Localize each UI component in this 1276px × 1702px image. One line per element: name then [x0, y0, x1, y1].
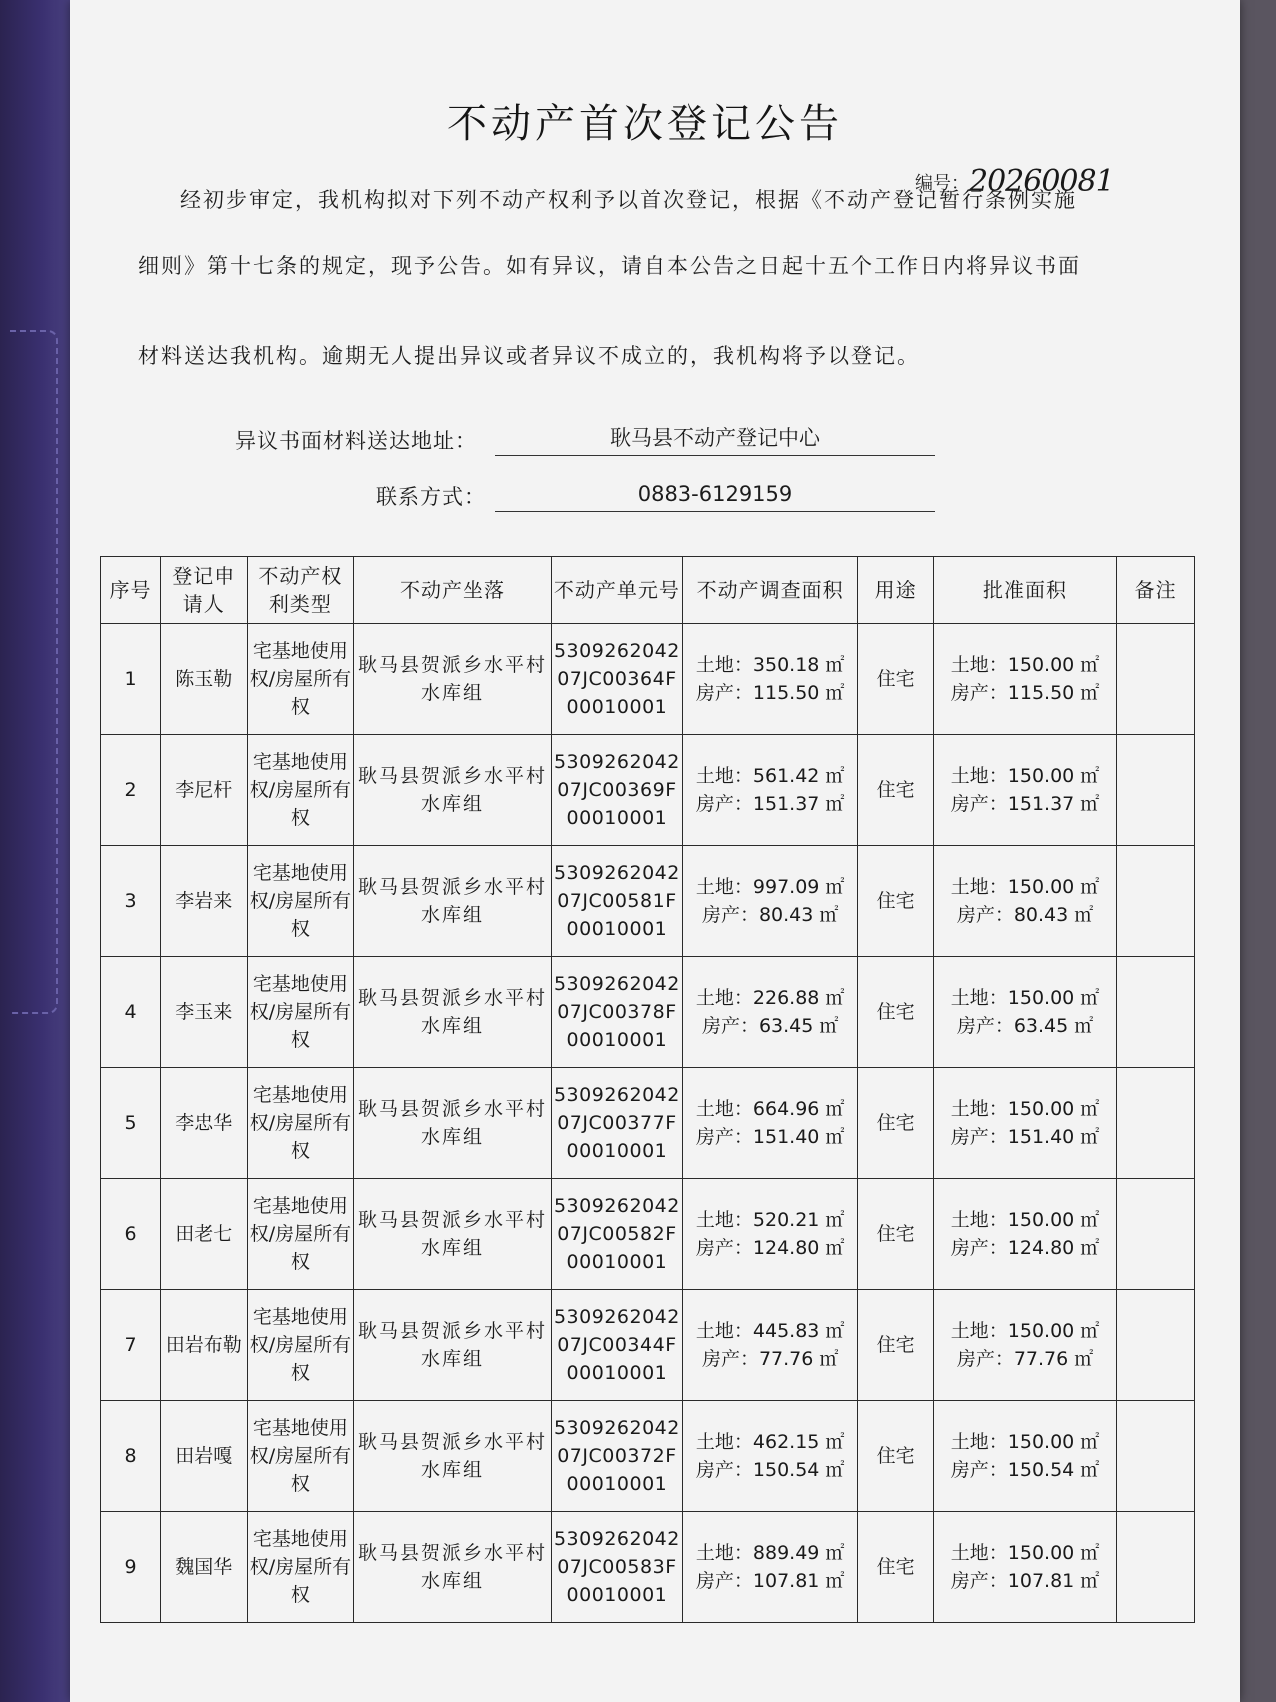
survey-land-area: 土地：445.83 ㎡ [695, 1320, 845, 1342]
cell-no: 5 [101, 1068, 161, 1179]
approved-land-area: 土地：150.00 ㎡ [950, 654, 1100, 676]
approved-land-area: 土地：150.00 ㎡ [950, 987, 1100, 1009]
approved-land-area: 土地：150.00 ㎡ [950, 1542, 1100, 1564]
cell-location: 耿马县贺派乡水平村水库组 [354, 1179, 552, 1290]
header-unit-number: 不动产单元号 [551, 557, 682, 624]
cell-survey-area [682, 1512, 857, 1623]
cell-unit-number: 530926204207JC00378F00010001 [551, 957, 682, 1068]
cell-no: 7 [101, 1290, 161, 1401]
cell-use: 住宅 [858, 1290, 934, 1401]
header-use: 用途 [858, 557, 934, 624]
cell-unit-number: 530926204207JC00344F00010001 [551, 1290, 682, 1401]
survey-house-area: 房产：124.80 ㎡ [695, 1237, 845, 1259]
cell-applicant: 李岩来 [160, 846, 247, 957]
cell-survey-area [682, 1290, 857, 1401]
cell-right-type: 宅基地使用权/房屋所有权 [247, 1290, 354, 1401]
survey-house-area: 房产：77.76 ㎡ [701, 1348, 839, 1370]
cell-remarks [1117, 1401, 1195, 1512]
cell-remarks [1117, 1068, 1195, 1179]
cell-use: 住宅 [858, 1512, 934, 1623]
cell-no: 1 [101, 624, 161, 735]
cell-remarks [1117, 957, 1195, 1068]
document-number-handwritten: 20260081 [969, 164, 1114, 199]
survey-house-area: 房产：63.45 ㎡ [701, 1015, 839, 1037]
intro-line-3: 材料送达我机构。逾期无人提出异议或者异议不成立的，我机构将予以登记。 [138, 344, 920, 368]
contact-label: 联系方式： [376, 485, 486, 509]
address-label: 异议书面材料送达地址： [235, 429, 477, 453]
approved-house-area: 房产：115.50 ㎡ [950, 682, 1100, 704]
header-no: 序号 [101, 557, 161, 624]
header-applicant: 登记申请人 [160, 557, 247, 624]
cell-right-type: 宅基地使用权/房屋所有权 [247, 1179, 354, 1290]
survey-land-area: 土地：226.88 ㎡ [695, 987, 845, 1009]
cell-right-type: 宅基地使用权/房屋所有权 [247, 846, 354, 957]
address-value: 耿马县不动产登记中心 [495, 423, 935, 456]
cell-survey-area [682, 1401, 857, 1512]
cell-unit-number: 530926204207JC00364F00010001 [551, 624, 682, 735]
table-row [101, 1401, 1195, 1512]
survey-house-area: 房产：151.37 ㎡ [695, 793, 845, 815]
cell-survey-area [682, 1068, 857, 1179]
cell-location: 耿马县贺派乡水平村水库组 [354, 1068, 552, 1179]
document-number-label: 编号： [915, 173, 969, 194]
cell-survey-area [682, 846, 857, 957]
header-location: 不动产坐落 [354, 557, 552, 624]
table-row [101, 1179, 1195, 1290]
cell-survey-area [682, 1179, 857, 1290]
table-row [101, 846, 1195, 957]
cell-approved-area [933, 1290, 1116, 1401]
cell-right-type: 宅基地使用权/房屋所有权 [247, 624, 354, 735]
cell-approved-area [933, 1512, 1116, 1623]
survey-house-area: 房产：115.50 ㎡ [695, 682, 845, 704]
survey-land-area: 土地：889.49 ㎡ [695, 1542, 845, 1564]
approved-land-area: 土地：150.00 ㎡ [950, 876, 1100, 898]
cell-use: 住宅 [858, 846, 934, 957]
cell-location: 耿马县贺派乡水平村水库组 [354, 735, 552, 846]
cell-unit-number: 530926204207JC00583F00010001 [551, 1512, 682, 1623]
folder-stitching [10, 330, 58, 1014]
cell-remarks [1117, 1179, 1195, 1290]
approved-land-area: 土地：150.00 ㎡ [950, 1098, 1100, 1120]
cell-right-type: 宅基地使用权/房屋所有权 [247, 1068, 354, 1179]
cell-approved-area [933, 1179, 1116, 1290]
table-row [101, 1290, 1195, 1401]
cell-no: 6 [101, 1179, 161, 1290]
approved-house-area: 房产：80.43 ㎡ [956, 904, 1094, 926]
cell-approved-area [933, 957, 1116, 1068]
cell-location: 耿马县贺派乡水平村水库组 [354, 957, 552, 1068]
cell-use: 住宅 [858, 624, 934, 735]
cell-remarks [1117, 735, 1195, 846]
registration-table [100, 556, 1195, 1623]
page-title: 不动产首次登记公告 [447, 101, 843, 147]
cell-approved-area [933, 846, 1116, 957]
intro-line-2: 细则》第十七条的规定，现予公告。如有异议，请自本公告之日起十五个工作日内将异议书面 [138, 254, 1081, 278]
header-remarks: 备注 [1117, 557, 1195, 624]
cell-no: 4 [101, 957, 161, 1068]
cell-no: 9 [101, 1512, 161, 1623]
cell-location: 耿马县贺派乡水平村水库组 [354, 624, 552, 735]
contact-value: 0883-6129159 [495, 479, 935, 512]
cell-remarks [1117, 1290, 1195, 1401]
cell-location: 耿马县贺派乡水平村水库组 [354, 1512, 552, 1623]
cell-survey-area [682, 624, 857, 735]
cell-unit-number: 530926204207JC00377F00010001 [551, 1068, 682, 1179]
approved-house-area: 房产：150.54 ㎡ [950, 1459, 1100, 1481]
cell-applicant: 田老七 [160, 1179, 247, 1290]
cell-unit-number: 530926204207JC00582F00010001 [551, 1179, 682, 1290]
cell-survey-area [682, 735, 857, 846]
header-survey-area: 不动产调查面积 [682, 557, 857, 624]
cell-use: 住宅 [858, 1401, 934, 1512]
background-folder [0, 0, 70, 1702]
cell-approved-area [933, 1401, 1116, 1512]
cell-right-type: 宅基地使用权/房屋所有权 [247, 1401, 354, 1512]
cell-right-type: 宅基地使用权/房屋所有权 [247, 957, 354, 1068]
table-row [101, 1512, 1195, 1623]
cell-remarks [1117, 624, 1195, 735]
survey-land-area: 土地：561.42 ㎡ [695, 765, 845, 787]
survey-land-area: 土地：664.96 ㎡ [695, 1098, 845, 1120]
cell-applicant: 李忠华 [160, 1068, 247, 1179]
cell-location: 耿马县贺派乡水平村水库组 [354, 1401, 552, 1512]
survey-land-area: 土地：997.09 ㎡ [695, 876, 845, 898]
table-row [101, 735, 1195, 846]
cell-location: 耿马县贺派乡水平村水库组 [354, 846, 552, 957]
approved-house-area: 房产：77.76 ㎡ [956, 1348, 1094, 1370]
table-row [101, 1068, 1195, 1179]
cell-use: 住宅 [858, 1179, 934, 1290]
intro-line-1: 经初步审定，我机构拟对下列不动产权利予以首次登记，根据《不动产登记暂行条例实施 [180, 188, 1077, 212]
cell-use: 住宅 [858, 1068, 934, 1179]
cell-applicant: 田岩嘎 [160, 1401, 247, 1512]
cell-use: 住宅 [858, 957, 934, 1068]
header-right-type: 不动产权利类型 [247, 557, 354, 624]
table-header-row [101, 557, 1195, 624]
cell-remarks [1117, 1512, 1195, 1623]
cell-approved-area [933, 735, 1116, 846]
cell-applicant: 李玉来 [160, 957, 247, 1068]
survey-land-area: 土地：350.18 ㎡ [695, 654, 845, 676]
approved-house-area: 房产：151.37 ㎡ [950, 793, 1100, 815]
cell-unit-number: 530926204207JC00372F00010001 [551, 1401, 682, 1512]
survey-house-area: 房产：107.81 ㎡ [695, 1570, 845, 1592]
cell-approved-area [933, 1068, 1116, 1179]
cell-applicant: 陈玉勒 [160, 624, 247, 735]
cell-no: 8 [101, 1401, 161, 1512]
cell-survey-area [682, 957, 857, 1068]
cell-remarks [1117, 846, 1195, 957]
approved-house-area: 房产：124.80 ㎡ [950, 1237, 1100, 1259]
cell-location: 耿马县贺派乡水平村水库组 [354, 1290, 552, 1401]
approved-land-area: 土地：150.00 ㎡ [950, 765, 1100, 787]
announcement-paper [70, 0, 1240, 1702]
survey-land-area: 土地：520.21 ㎡ [695, 1209, 845, 1231]
table-row [101, 624, 1195, 735]
approved-land-area: 土地：150.00 ㎡ [950, 1320, 1100, 1342]
survey-house-area: 房产：151.40 ㎡ [695, 1126, 845, 1148]
cell-unit-number: 530926204207JC00581F00010001 [551, 846, 682, 957]
approved-land-area: 土地：150.00 ㎡ [950, 1209, 1100, 1231]
survey-house-area: 房产：80.43 ㎡ [701, 904, 839, 926]
cell-right-type: 宅基地使用权/房屋所有权 [247, 735, 354, 846]
survey-land-area: 土地：462.15 ㎡ [695, 1431, 845, 1453]
approved-house-area: 房产：151.40 ㎡ [950, 1126, 1100, 1148]
cell-right-type: 宅基地使用权/房屋所有权 [247, 1512, 354, 1623]
table-row [101, 957, 1195, 1068]
survey-house-area: 房产：150.54 ㎡ [695, 1459, 845, 1481]
cell-approved-area [933, 624, 1116, 735]
cell-no: 3 [101, 846, 161, 957]
cell-applicant: 田岩布勒 [160, 1290, 247, 1401]
cell-applicant: 李尼杆 [160, 735, 247, 846]
header-approved-area: 批准面积 [933, 557, 1116, 624]
approved-house-area: 房产：107.81 ㎡ [950, 1570, 1100, 1592]
cell-use: 住宅 [858, 735, 934, 846]
approved-land-area: 土地：150.00 ㎡ [950, 1431, 1100, 1453]
cell-unit-number: 530926204207JC00369F00010001 [551, 735, 682, 846]
cell-no: 2 [101, 735, 161, 846]
approved-house-area: 房产：63.45 ㎡ [956, 1015, 1094, 1037]
cell-applicant: 魏国华 [160, 1512, 247, 1623]
